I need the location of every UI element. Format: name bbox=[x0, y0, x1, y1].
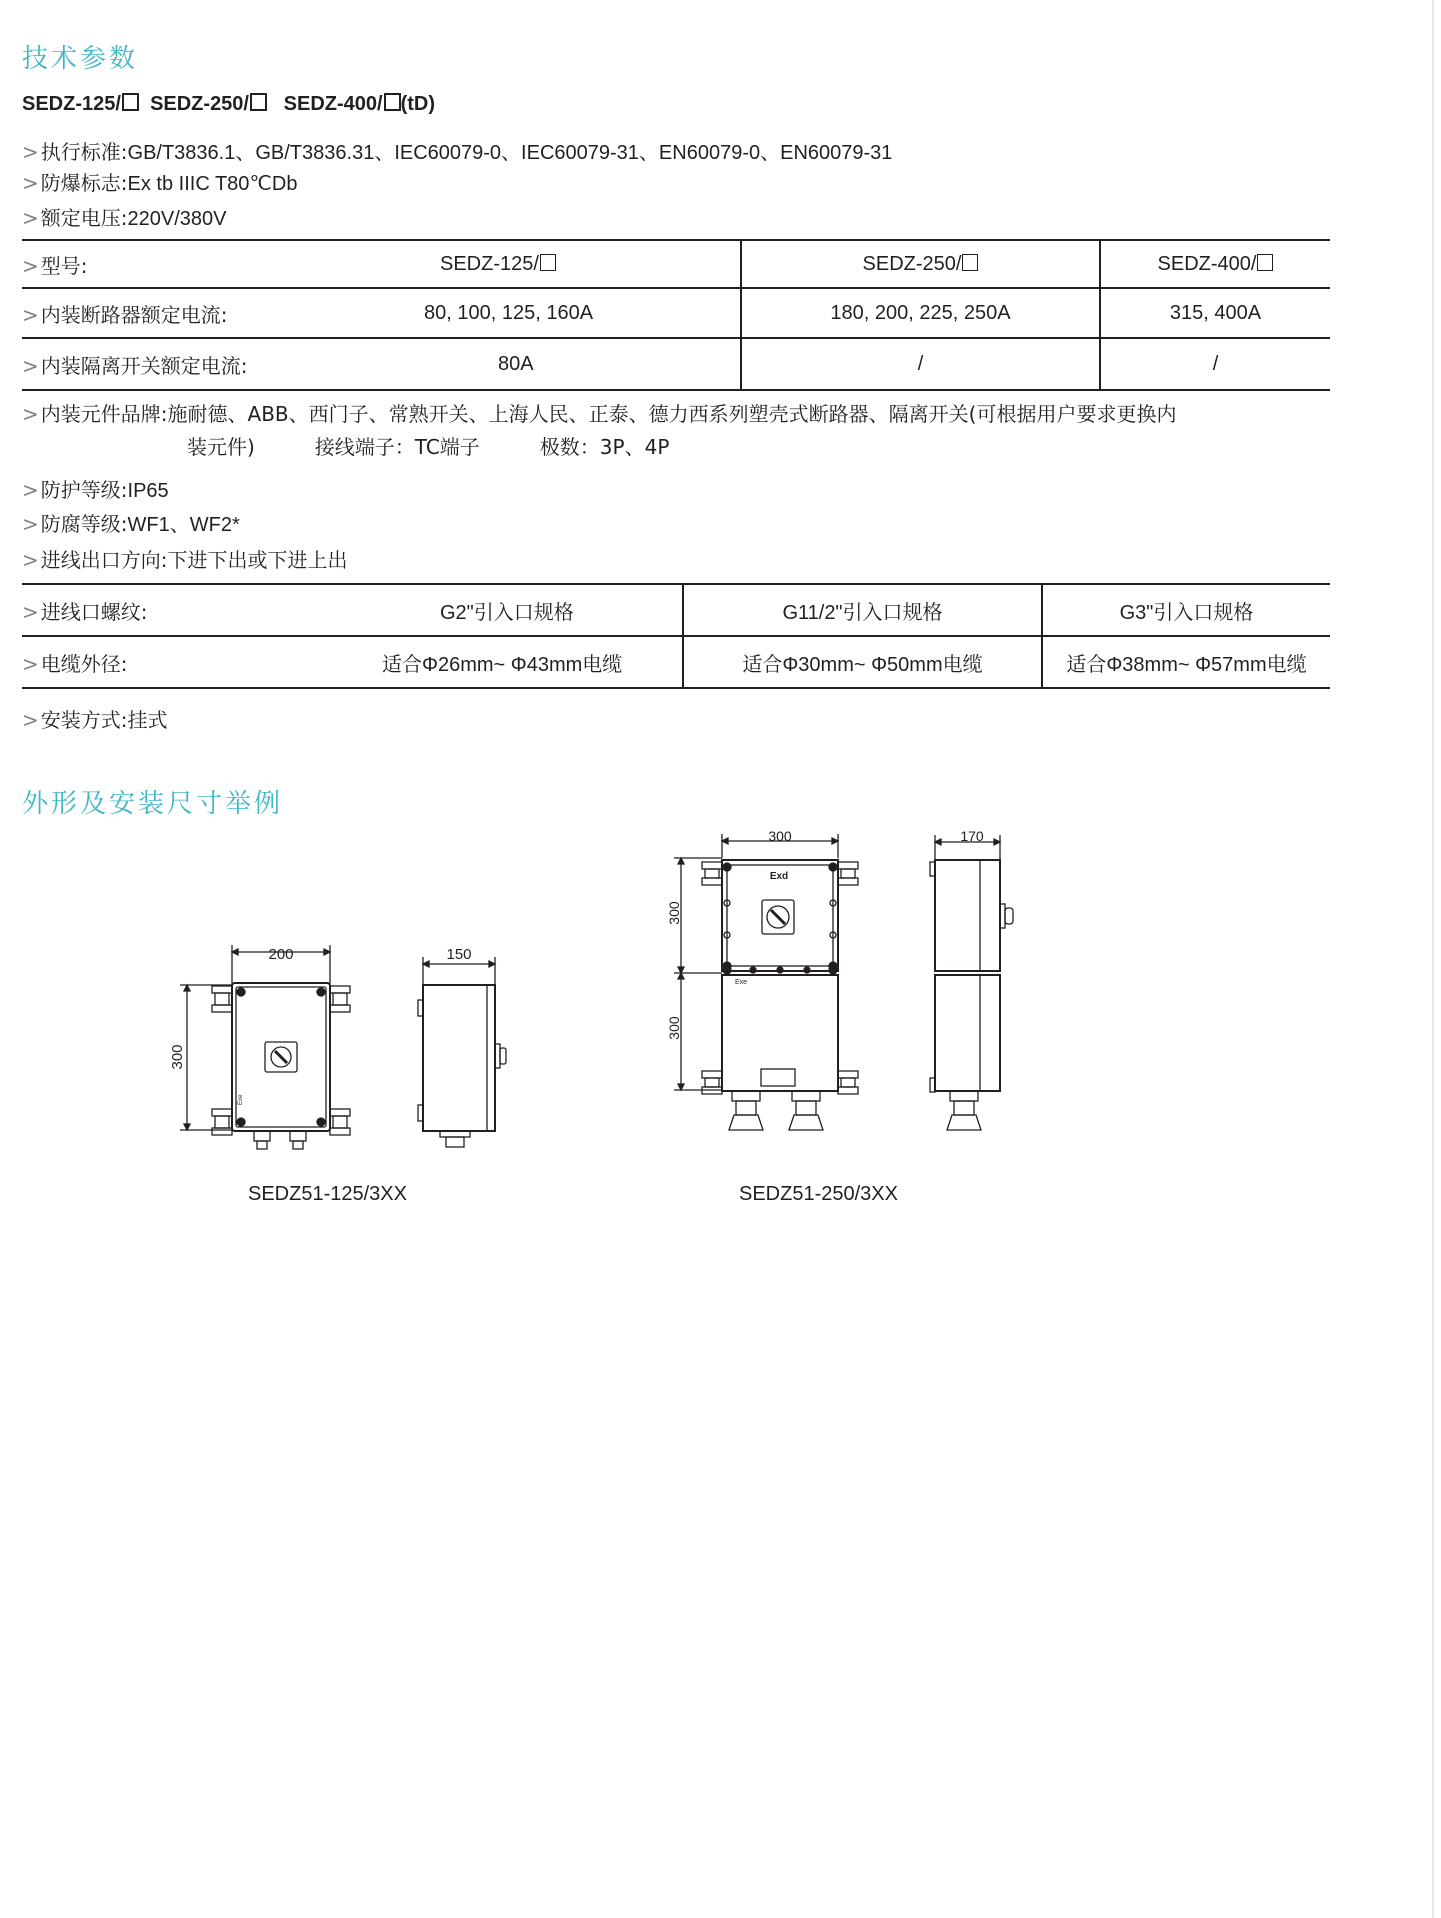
bullet-arrow-icon: > bbox=[22, 651, 39, 676]
table-row: > 型号: SEDZ-125/ SEDZ-250/ SEDZ-400/ bbox=[22, 240, 1330, 288]
drawing-large-side bbox=[930, 835, 1013, 1130]
bullet-arrow-icon: > bbox=[22, 599, 39, 624]
dim-width-large: 300 bbox=[768, 828, 792, 844]
section-title-tech-params: 技术参数 bbox=[22, 44, 139, 74]
dim-height-small: 300 bbox=[169, 1044, 186, 1070]
bullet-arrow-icon: > bbox=[22, 548, 39, 572]
table-row: > 内装隔离开关额定电流: 80A / / bbox=[22, 338, 1330, 390]
bullet-arrow-icon: > bbox=[22, 302, 39, 327]
dim-depth-large: 170 bbox=[960, 828, 984, 844]
model-125: SEDZ-125/ bbox=[22, 93, 121, 115]
nameplate-small: Exe bbox=[238, 1094, 244, 1105]
drawing-caption-large: SEDZ51-250/3XX bbox=[739, 1183, 898, 1205]
spec-direction: > 进线出口方向:下进下出或下进上出 bbox=[22, 548, 348, 572]
nameplate-exd: Exd bbox=[769, 871, 789, 882]
dim-width-small: 200 bbox=[268, 946, 294, 963]
spec-voltage: > 额定电压:220V/380V bbox=[22, 206, 227, 230]
spec-standard: > 执行标准:GB/T3836.1、GB/T3836.31、IEC60079-0、IEC60079-31、EN60079-0、EN60079-31 bbox=[22, 140, 893, 164]
drawing-large-front bbox=[674, 834, 858, 1130]
drawing-small-front bbox=[180, 945, 350, 1149]
spec-ip: > 防护等级:IP65 bbox=[22, 478, 169, 502]
model-400: SEDZ-400/ bbox=[283, 93, 383, 115]
drawing-caption-small: SEDZ51-125/3XX bbox=[248, 1183, 407, 1205]
table-row: > 进线口螺纹: G2"引入口规格 G11/2"引入口规格 G3"引入口规格 bbox=[22, 584, 1330, 636]
bullet-arrow-icon: > bbox=[22, 140, 39, 164]
model-suffix: (tD) bbox=[400, 93, 436, 115]
bullet-arrow-icon: > bbox=[22, 402, 39, 426]
spec-ex-mark: > 防爆标志:Ex tb IIIC T80℃Db bbox=[22, 171, 298, 195]
model-250: SEDZ-250/ bbox=[150, 93, 249, 115]
dim-depth-small: 150 bbox=[446, 946, 472, 963]
section-title-dimensions: 外形及安装尺寸举例 bbox=[22, 789, 284, 819]
bullet-arrow-icon: > bbox=[22, 512, 39, 536]
bullet-arrow-icon: > bbox=[22, 478, 39, 502]
bullet-arrow-icon: > bbox=[22, 206, 39, 230]
nameplate-exe: Exe bbox=[735, 979, 748, 986]
component-brands: > 内装元件品牌:施耐德、ABB、西门子、常熟开关、上海人民、正泰、德力西系列塑壳式断路器、隔离开关(可根据用户要求更换内 装元件) 接线端子：TC端子 极数：3P、4P bbox=[22, 402, 1177, 459]
drawing-small-side bbox=[418, 957, 506, 1147]
dim-height-large-top: 300 bbox=[666, 901, 682, 925]
table-row: > 电缆外径: 适合Φ26mm~ Φ43mm电缆 适合Φ30mm~ Φ50mm电缆 适合Φ38mm~ Φ57mm电缆 bbox=[22, 636, 1330, 688]
table-row: > 内装断路器额定电流: 80, 100, 125, 160A 180, 200, 225, 250A 315, 400A bbox=[22, 288, 1330, 338]
dim-height-large-bottom: 300 bbox=[666, 1016, 682, 1040]
spec-mounting: > 安装方式:挂式 bbox=[22, 708, 168, 732]
bullet-arrow-icon: > bbox=[22, 171, 39, 195]
spec-anticorrosion: > 防腐等级:WF1、WF2* bbox=[22, 512, 240, 536]
bullet-arrow-icon: > bbox=[22, 253, 39, 278]
bullet-arrow-icon: > bbox=[22, 353, 39, 378]
bullet-arrow-icon: > bbox=[22, 708, 39, 732]
